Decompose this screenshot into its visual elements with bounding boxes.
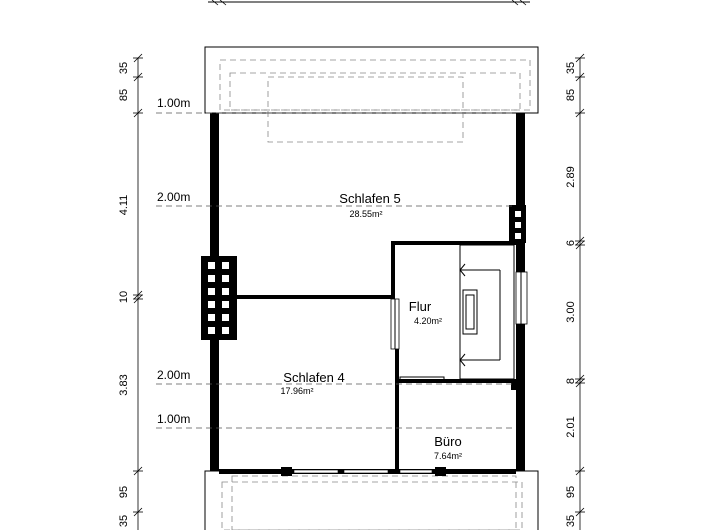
dimension-label-right: 95 bbox=[565, 485, 577, 499]
walls bbox=[210, 113, 525, 472]
room-name: Schlafen 4 bbox=[283, 370, 345, 385]
room-area: 28.55m² bbox=[349, 209, 383, 219]
bottom-windows bbox=[219, 467, 516, 476]
dimension-label-right: 35 bbox=[565, 514, 577, 528]
height-line-label: 1.00m bbox=[157, 412, 191, 426]
dimension-label-right: 8 bbox=[565, 377, 577, 385]
dimension-label-left: 10 bbox=[118, 290, 130, 304]
room-area: 7.64m² bbox=[433, 451, 463, 461]
room-name: Büro bbox=[434, 434, 462, 449]
dimension-label-right: 2.89 bbox=[565, 166, 577, 188]
height-line-label: 2.00m bbox=[157, 368, 191, 382]
flur-door bbox=[391, 299, 399, 349]
dimension-label-right: 85 bbox=[565, 88, 577, 102]
wall-right-notch bbox=[511, 381, 520, 390]
wall-flur-left-upper bbox=[391, 241, 395, 299]
dimension-label-right: 35 bbox=[565, 61, 577, 75]
dimension-label-left: 35 bbox=[118, 514, 130, 528]
top-balcony bbox=[205, 47, 538, 142]
wall-flur-top bbox=[391, 241, 517, 245]
dimension-label-right: 2.01 bbox=[565, 416, 577, 438]
wall-schlafen-divider bbox=[219, 295, 393, 299]
room-area: 17.96m² bbox=[280, 386, 314, 396]
window-right-upper bbox=[509, 205, 526, 243]
room-area: 4.20m² bbox=[413, 316, 443, 326]
dimension-label-left: 35 bbox=[118, 61, 130, 75]
bottom-balcony bbox=[205, 471, 538, 530]
window-left bbox=[201, 256, 237, 340]
dimension-label-right: 6 bbox=[565, 239, 577, 247]
dimension-chain-right bbox=[575, 54, 585, 530]
dimension-label-right: 3.00 bbox=[565, 301, 577, 323]
height-line-label: 2.00m bbox=[157, 190, 191, 204]
top-edge-fragment bbox=[208, 0, 530, 5]
room-name: Schlafen 5 bbox=[339, 191, 401, 206]
dimension-label-left: 3.83 bbox=[118, 374, 130, 396]
window-right-flur bbox=[516, 272, 527, 324]
height-line-label: 1.00m bbox=[157, 96, 191, 110]
dimension-chain-left bbox=[133, 54, 143, 530]
dimension-label-left: 4.11 bbox=[118, 194, 130, 216]
dimension-label-left: 85 bbox=[118, 88, 130, 102]
room-name: Flur bbox=[408, 299, 432, 314]
dimension-label-left: 95 bbox=[118, 485, 130, 499]
